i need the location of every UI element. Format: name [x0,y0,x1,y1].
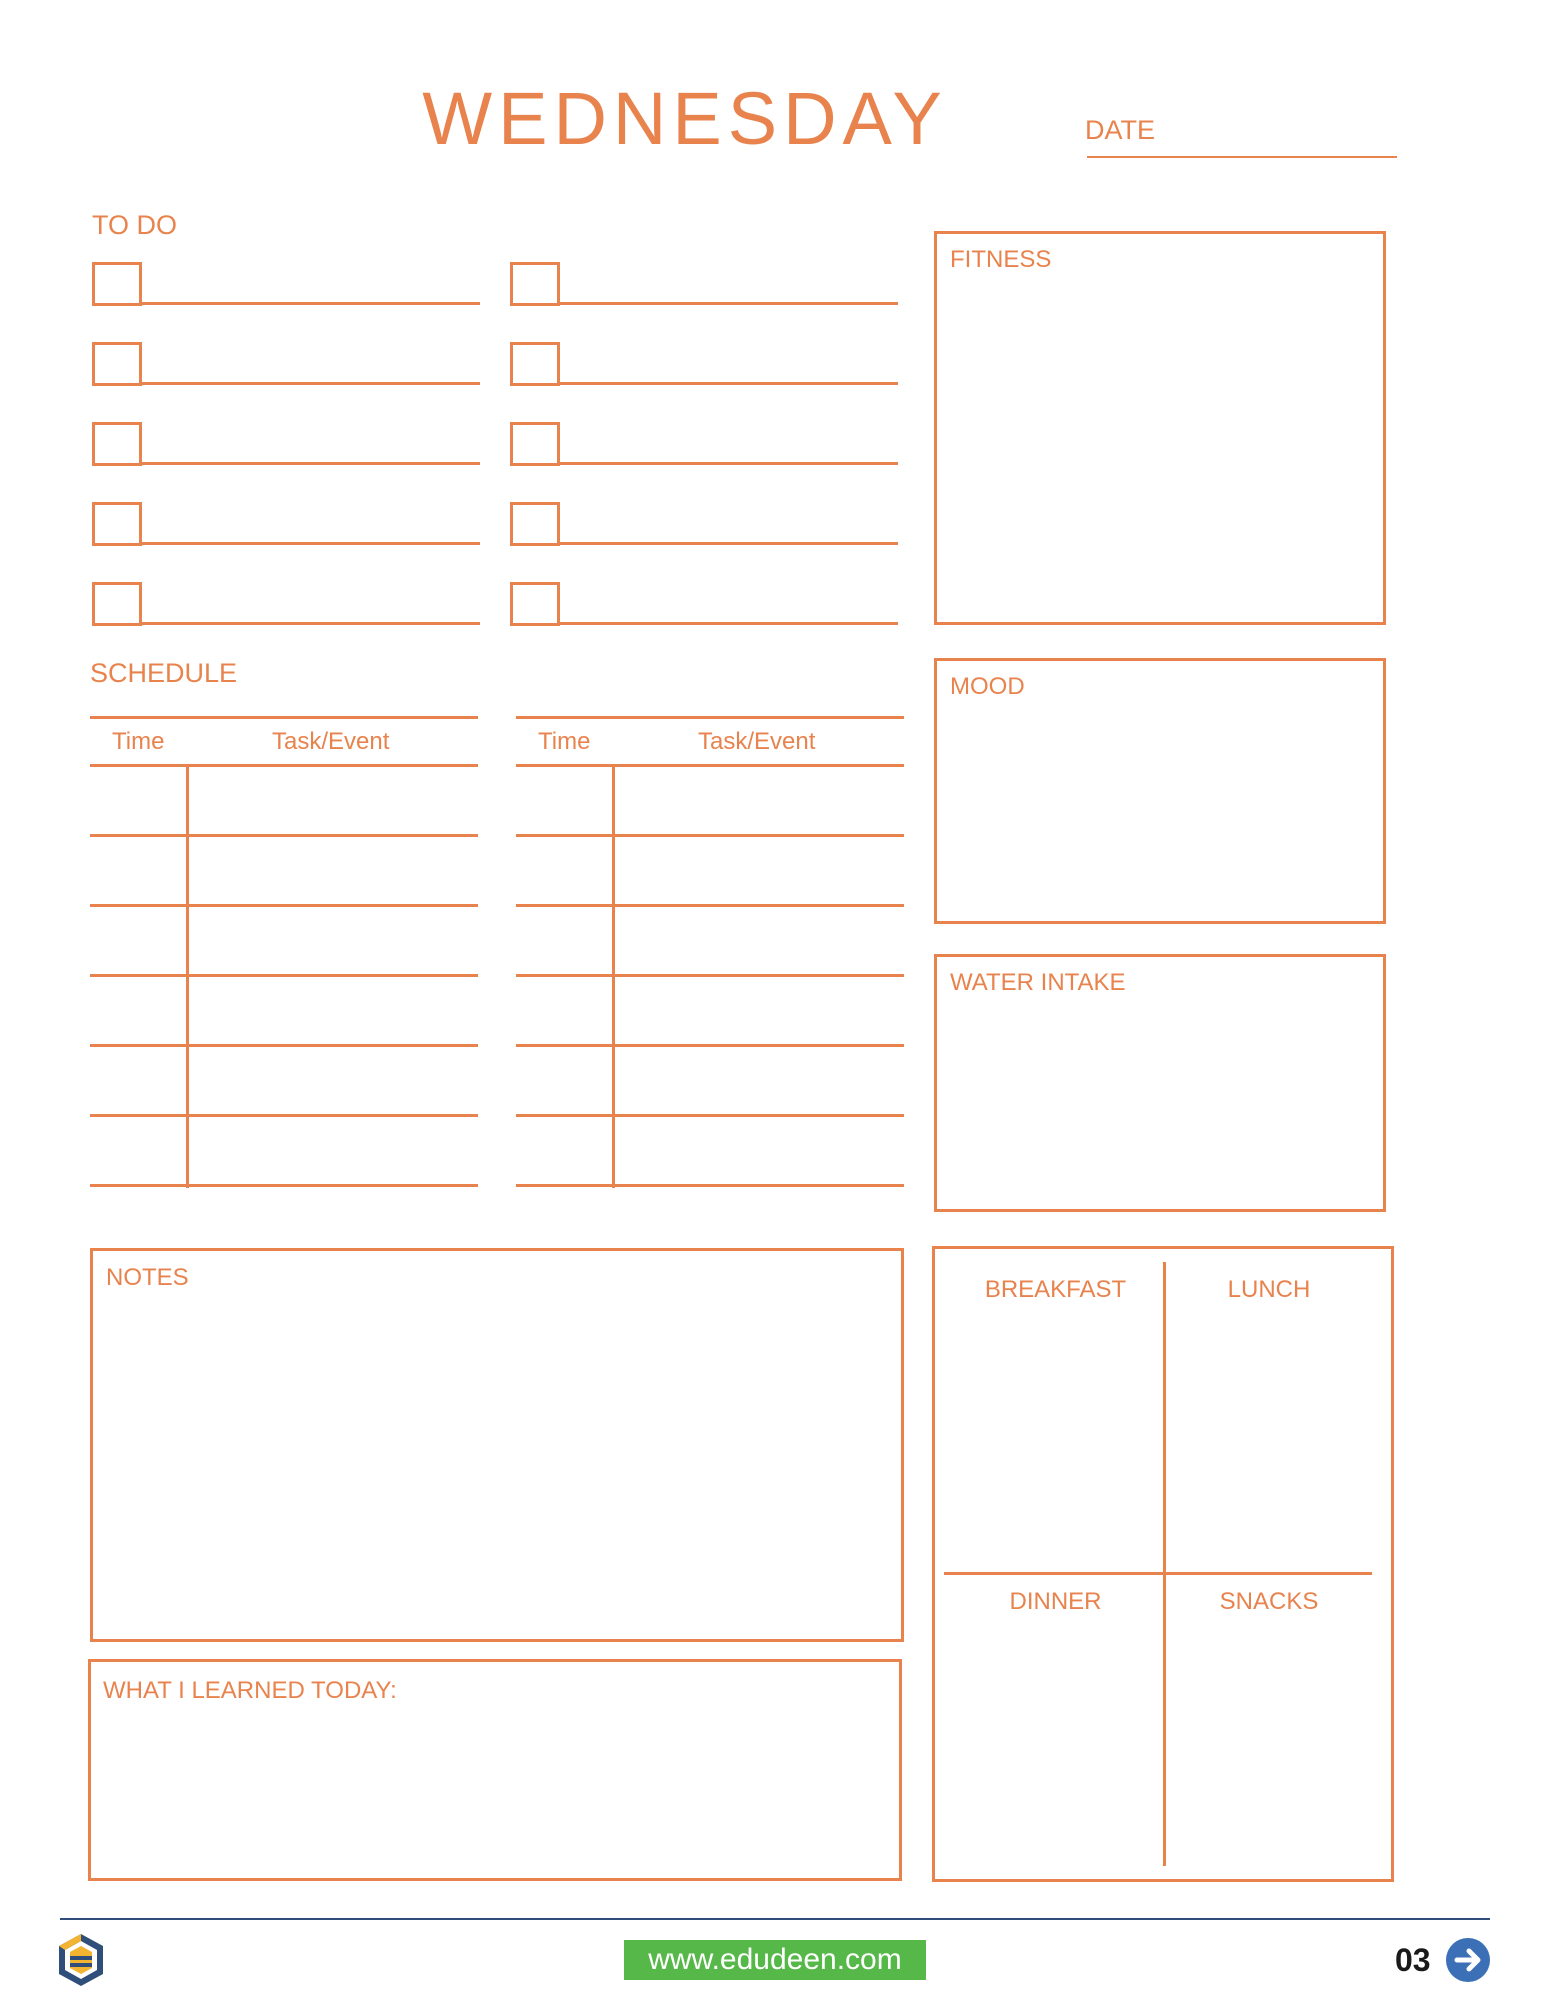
schedule-row[interactable] [516,1114,904,1117]
lunch-area[interactable] [1170,1312,1380,1568]
schedule-top-rule [516,716,904,719]
schedule-row[interactable] [90,1044,478,1047]
date-label: DATE [1085,115,1156,145]
todo-checkbox[interactable] [92,582,142,626]
todo-checkbox[interactable] [92,262,142,306]
meals-vertical-divider [1163,1262,1166,1866]
todo-line[interactable] [140,542,480,545]
schedule-top-rule [90,716,478,719]
todo-checkbox[interactable] [510,342,560,386]
todo-checkbox[interactable] [510,582,560,626]
todo-checkbox[interactable] [510,422,560,466]
notes-label: NOTES [106,1264,189,1291]
schedule-row[interactable] [516,904,904,907]
todo-line[interactable] [140,302,480,305]
snacks-area[interactable] [1170,1624,1380,1874]
mood-label: MOOD [950,673,1025,700]
todo-checkbox[interactable] [510,262,560,306]
todo-checkbox[interactable] [92,502,142,546]
todo-line[interactable] [558,382,898,385]
schedule-task-header: Task/Event [698,728,816,755]
page-title: WEDNESDAY [422,77,948,160]
fitness-box[interactable] [934,231,1386,625]
snacks-label: SNACKS [1219,1588,1319,1615]
schedule-row[interactable] [90,974,478,977]
todo-line[interactable] [558,622,898,625]
schedule-header-rule [90,764,478,767]
learned-today-label: WHAT I LEARNED TODAY: [103,1677,397,1704]
notes-box[interactable] [90,1248,904,1642]
footer-rule [60,1918,1490,1920]
schedule-row[interactable] [516,834,904,837]
website-link[interactable]: www.edudeen.com [624,1940,926,1980]
todo-line[interactable] [558,462,898,465]
schedule-time-header: Time [112,728,165,755]
todo-checkbox[interactable] [92,422,142,466]
schedule-column-divider [186,766,189,1188]
todo-line[interactable] [558,542,898,545]
todo-checkbox[interactable] [92,342,142,386]
todo-checkbox[interactable] [510,502,560,546]
next-page-button[interactable] [1446,1938,1490,1982]
meals-horizontal-divider [944,1572,1372,1575]
schedule-row[interactable] [90,1184,478,1187]
schedule-row[interactable] [516,1044,904,1047]
todo-line[interactable] [558,302,898,305]
dinner-area[interactable] [948,1624,1160,1874]
todo-heading: TO DO [92,210,178,240]
fitness-label: FITNESS [950,246,1052,273]
schedule-time-header: Time [538,728,591,755]
schedule-column-divider [612,766,615,1188]
arrow-right-icon [1446,1938,1490,1982]
schedule-row[interactable] [90,1114,478,1117]
schedule-heading: SCHEDULE [90,658,238,688]
todo-line[interactable] [140,462,480,465]
schedule-row[interactable] [516,974,904,977]
dinner-label: DINNER [1009,1588,1102,1615]
lunch-label: LUNCH [1227,1276,1311,1303]
schedule-row[interactable] [90,834,478,837]
breakfast-label: BREAKFAST [984,1276,1127,1303]
edudeen-logo-icon [56,1932,106,1988]
date-field-line[interactable] [1087,156,1397,158]
schedule-row[interactable] [516,1184,904,1187]
breakfast-area[interactable] [948,1312,1160,1568]
schedule-row[interactable] [90,904,478,907]
schedule-task-header: Task/Event [272,728,390,755]
water-intake-label: WATER INTAKE [950,969,1126,996]
todo-line[interactable] [140,382,480,385]
todo-line[interactable] [140,622,480,625]
schedule-header-rule [516,764,904,767]
page-number: 03 [1395,1942,1431,1978]
